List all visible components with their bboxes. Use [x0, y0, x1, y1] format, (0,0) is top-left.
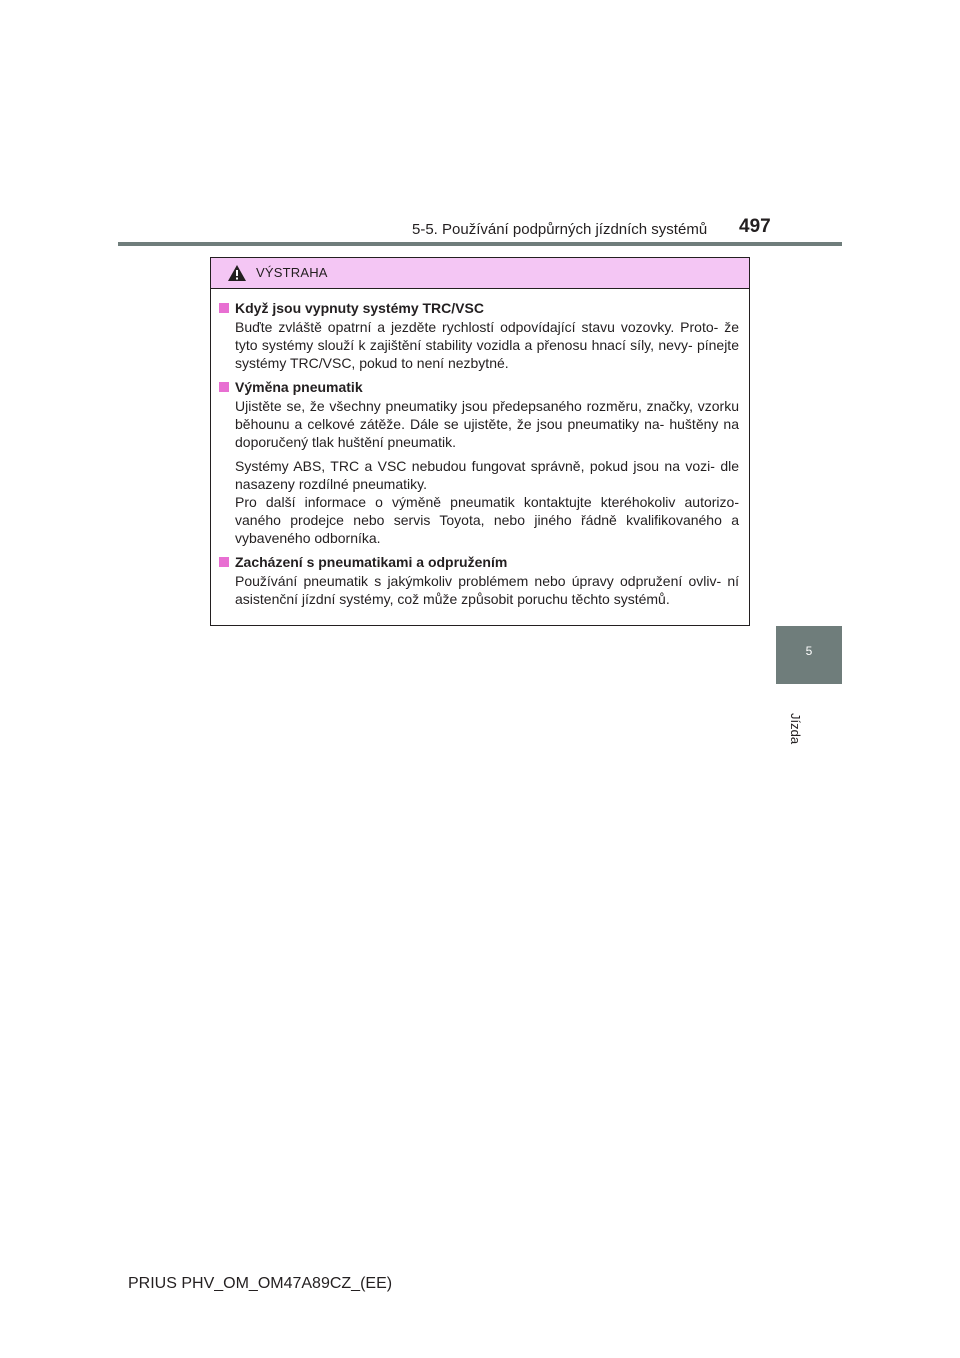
section-trc-vsc-off — [219, 299, 741, 372]
chapter-tab — [776, 626, 842, 684]
warning-title: VÝSTRAHA — [256, 265, 328, 280]
section-heading-text: Když jsou vypnuty systémy TRC/VSC — [235, 300, 484, 316]
paragraph: Používání pneumatik s jakýmkoliv problémem nebo úpravy odpružení ovliv- ní asistenční jízdní systémy, což může způsobit poruchu těchto systémů. — [235, 573, 739, 607]
warning-icon — [227, 264, 247, 282]
section-heading — [219, 299, 741, 317]
section-heading-text: Výměna pneumatik — [235, 379, 363, 395]
warning-box — [210, 257, 750, 626]
warning-header — [211, 258, 749, 289]
page-number: 497 — [739, 216, 771, 237]
paragraph: Pro další informace o výměně pneumatik kontaktujte kteréhokoliv autorizo- vaného prodejce nebo servis Toyota, nebo jiného řádně kvalifikovaného a vybaveného odborníka. — [235, 494, 739, 546]
section-tire-replacement — [219, 378, 741, 547]
chapter-number: 5 — [805, 644, 813, 658]
section-tires-suspension — [219, 553, 741, 608]
section-heading — [219, 553, 741, 571]
warning-body — [211, 289, 749, 608]
chapter-label: Jízda — [788, 713, 803, 745]
square-bullet-icon — [219, 382, 229, 392]
section-heading — [219, 378, 741, 396]
square-bullet-icon — [219, 557, 229, 567]
section-title: 5-5. Používání podpůrných jízdních systémů — [412, 221, 708, 238]
paragraph: Systémy ABS, TRC a VSC nebudou fungovat správně, pokud jsou na vozi- dle nasazeny rozdílné pneumatiky. — [235, 458, 739, 492]
header-rule — [118, 242, 842, 246]
section-heading-text: Zacházení s pneumatikami a odpružením — [235, 554, 508, 570]
manual-code: PRIUS PHV_OM_OM47A89CZ_(EE) — [128, 1275, 393, 1292]
square-bullet-icon — [219, 303, 229, 313]
paragraph: Buďte zvláště opatrní a jezděte rychlostí odpovídající stavu vozovky. Proto- že tyto systémy slouží k zajištění stability vozidla a přenosu hnací síly, nevy- pínejte systémy TRC/VSC, pokud to není nezbytné. — [235, 319, 739, 371]
paragraph: Ujistěte se, že všechny pneumatiky jsou předepsaného rozměru, značky, vzorku běhounu a celkové zátěže. Dále se ujistěte, že jsou pneumatiky na- huštěny na doporučený tlak huštění pneumatik. — [235, 398, 739, 450]
